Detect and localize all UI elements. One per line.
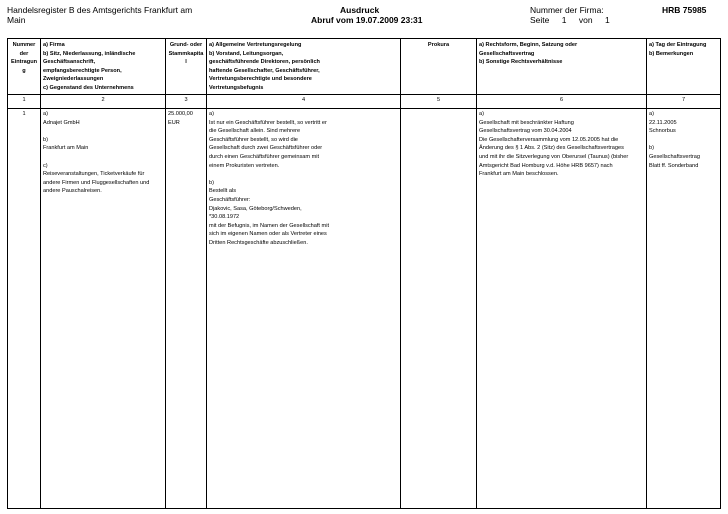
page-of-label: von — [578, 15, 593, 25]
page-current: 1 — [561, 15, 567, 25]
header-entry-number: Nummer der Eintragun g — [8, 39, 41, 95]
header-prokura: Prokura — [401, 39, 477, 95]
court-name-line2: Main — [7, 15, 26, 25]
column-number: 6 — [477, 95, 647, 109]
managing-director: Djakovic, Sasa, Göteborg/Schweden, — [209, 205, 302, 212]
column-number: 2 — [41, 95, 166, 109]
page-label: Seite — [530, 15, 550, 25]
column-number: 3 — [166, 95, 207, 109]
capital-currency: EUR — [168, 119, 180, 126]
entry-representation-cell: a) Ist nur ein Geschäftsführer bestellt, so vertritt er die Gesellschaft allein. Sind mehrere Geschäftsführer bestellt, so wird die Gesellschaft durch zwei Geschäftsführer oder durch einen Geschäftsführer gemeinsam mit einem Prokuristen vertreten. b) Bestellt als Geschäftsführer: Djakovic, Sasa, Göteborg/Schweden, *30.08.1972 mit der Befugnis, im Namen der Gesellschaft mit sich im eigenen Namen oder als Vertreter eines Dritten Rechtsgeschäfte abzuschließen. — [207, 109, 401, 509]
entry-firm-cell: a) Adnajet GmbH b) Frankfurt am Main c) Reiseveranstaltungen, Ticketverkäufe für andere Firmen und Fluggesellschaften und andere Pauschalreisen. — [41, 109, 166, 509]
column-number: 4 — [207, 95, 401, 109]
firm-name: Adnajet GmbH — [43, 119, 80, 126]
column-header-row — [8, 39, 721, 95]
register-table — [7, 38, 721, 509]
header-capital: Grund- oder Stammkapita l — [166, 39, 207, 95]
header-firm: a) Firma b) Sitz, Niederlassung, inländische Geschäftsanschrift, empfangsberechtigte Person, Zweigniederlassungen c) Gegenstand des Unternehmens — [41, 39, 166, 95]
firm-number: HRB 75985 — [662, 5, 707, 15]
entry-number: 1 — [8, 109, 41, 509]
column-number: 1 — [8, 95, 41, 109]
clerk-name: Schnorbus — [649, 128, 676, 135]
entry-legal-form-cell: a) Gesellschaft mit beschränkter Haftung Gesellschaftsvertrag vom 30.04.2004 Die Gesellschafterversammlung vom 12.05.2005 hat die Änderung des § 1 Abs. 2 (Sitz) des Gesellschaftsvertrages und mit ihr die Sitzverlegung von Oberursel (Taunus) (bisher Amtsgericht Bad Homburg v.d. Höhe HRB 9657) nach Frankfurt am Main beschlossen. — [477, 109, 647, 509]
header-representation: a) Allgemeine Vertretungsregelung b) Vorstand, Leitungsorgan, geschäftsführende Direktoren, persönlich haftende Gesellschafter, Geschäftsführer, Vertretungsberechtigte und besondere Vertretungsbefugnis — [207, 39, 401, 95]
header-registration-date: a) Tag der Eintragung b) Bemerkungen — [647, 39, 721, 95]
column-number-row — [8, 95, 721, 109]
entry-capital-cell — [166, 109, 207, 509]
registration-date: 22.11.2005 — [649, 119, 677, 126]
page-indicator — [530, 15, 610, 25]
entry-row — [8, 109, 721, 509]
column-number: 7 — [647, 95, 721, 109]
court-name-line1: Handelsregister B des Amtsgerichts Frankfurt am — [7, 5, 193, 15]
retrieval-timestamp: Abruf vom 19.07.2009 23:31 — [311, 15, 423, 25]
firm-purpose: Reiseveranstaltungen, Ticketverkäufe für — [43, 171, 145, 178]
document-title: Ausdruck — [340, 5, 380, 15]
firm-seat: Frankfurt am Main — [43, 145, 89, 152]
column-number: 5 — [401, 95, 477, 109]
firm-number-label: Nummer der Firma: — [530, 5, 604, 15]
header-legal-form: a) Rechtsform, Beginn, Satzung oder Gesellschaftsvertrag b) Sonstige Rechtsverhältnisse — [477, 39, 647, 95]
entry-prokura-cell — [401, 109, 477, 509]
capital-amount: 25.000,00 — [168, 111, 193, 117]
entry-registration-cell: a) 22.11.2005 Schnorbus b) Gesellschaftsvertrag Blatt ff. Sonderband — [647, 109, 721, 509]
page-total: 1 — [604, 15, 610, 25]
